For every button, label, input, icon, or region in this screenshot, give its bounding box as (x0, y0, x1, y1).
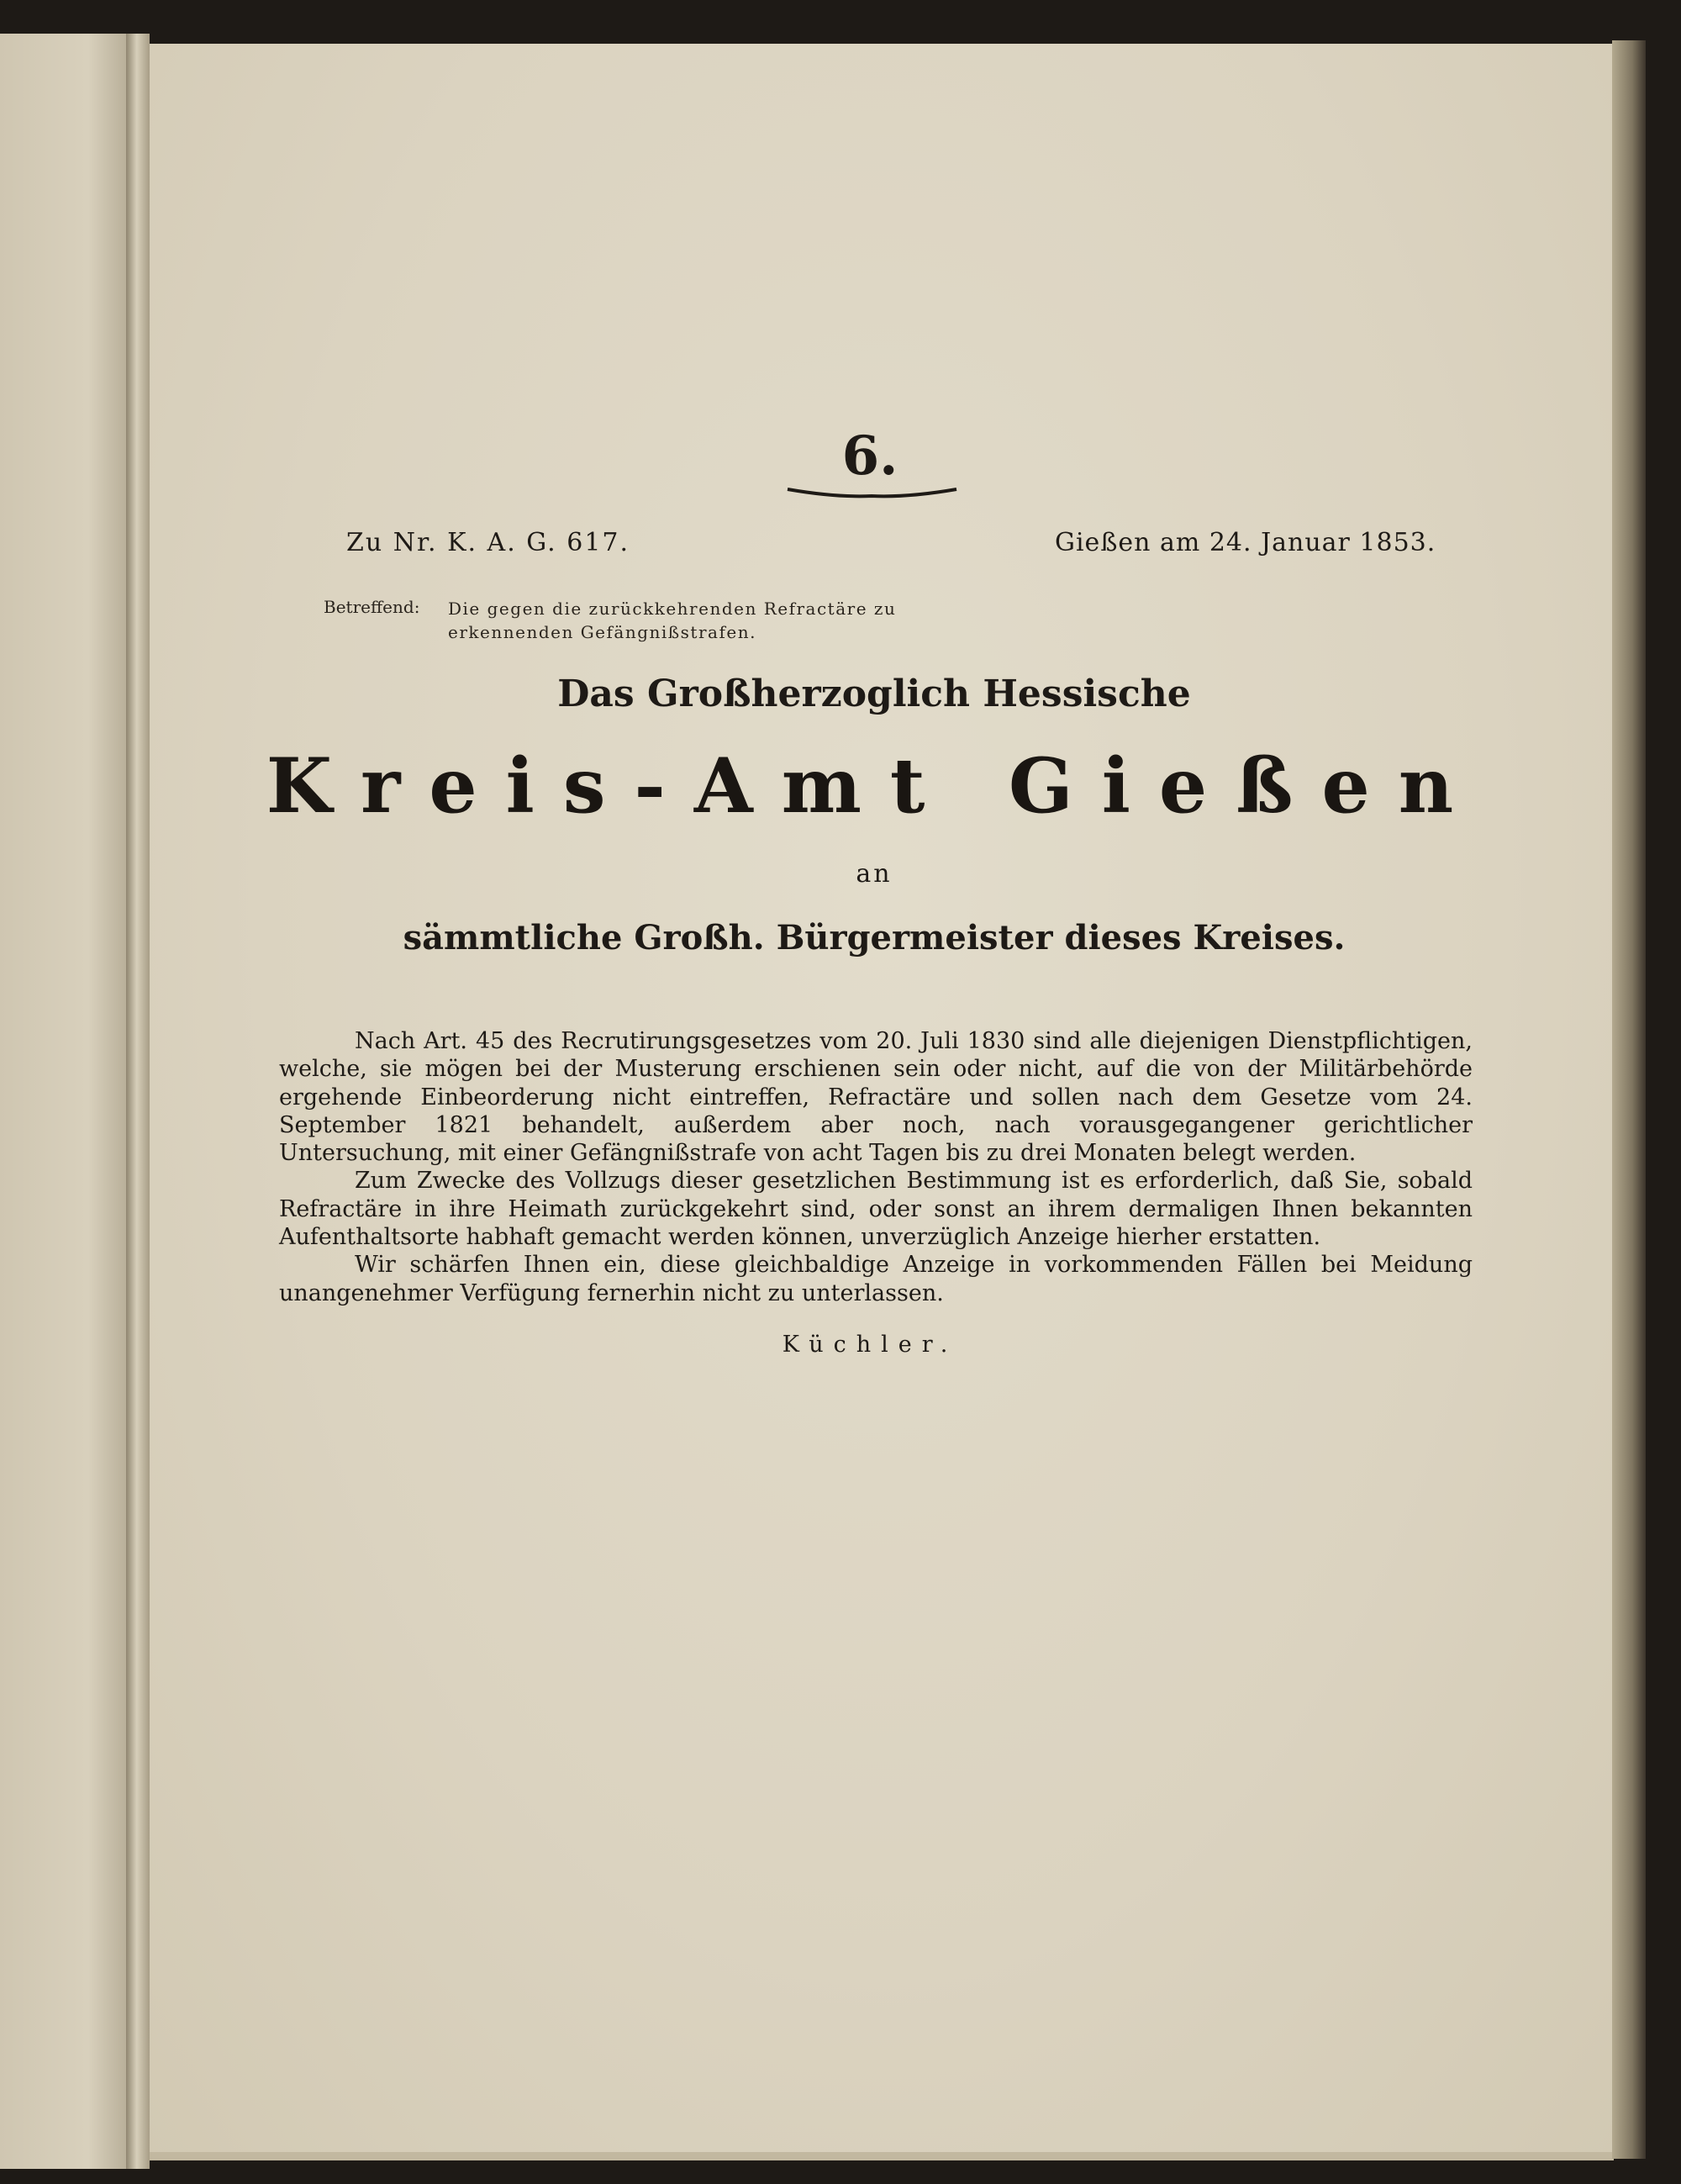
ornamental-rule (786, 486, 958, 499)
signature: Küchler. (782, 1332, 958, 1358)
addressee-heading: sämmtliche Großh. Bürgermeister dieses Kreises. (403, 918, 1346, 957)
left-page-edge (0, 34, 126, 2169)
place-date: Gießen am 24. Januar 1853. (1055, 528, 1436, 557)
paragraph: Zum Zwecke des Vollzugs dieser gesetzlichen Bestimmung ist es erforderlich, daß Sie, sobald Refractäre in ihre Heimath zurückgekehrt sind, oder sonst an ihrem dermaligen Ihnen bekannten Aufenthaltsorte habhaft gemacht werden können, unverzüglich Anzeige hierher erstatten. (279, 1168, 1473, 1251)
body-text (279, 1027, 1473, 1307)
paragraph: Nach Art. 45 des Recrutirungsgesetzes vom 20. Juli 1830 sind alle diejenigen Dienstpflichtigen, welche, sie mögen bei der Musterung erschienen sein oder nicht, auf die von der Militärbehörde ergehende Einbeorderung nicht eintreffen, Refractäre und sollen nach dem Gesetze vom 24. September 1821 behandelt, außerdem aber noch, nach vorausgegangener gerichtlicher Untersuchung, mit einer Gefängnißstrafe von acht Tagen bis zu drei Monaten belegt werden. (279, 1028, 1473, 1167)
issuer-heading: Das Großherzoglich Hessische (557, 673, 1191, 715)
subject-label: Betreffend: (324, 597, 420, 617)
document-number: 6. (841, 425, 898, 488)
office-heading: Kreis-Amt Gießen (266, 741, 1483, 831)
paragraph: Wir schärfen Ihnen ein, diese gleichbaldige Anzeige in vorkommenden Fällen bei Meidung unangenehmer Verfügung fernerhin nicht zu unterlassen. (279, 1252, 1473, 1306)
subject-text: Die gegen die zurückkehrenden Refractäre zu erkennenden Gefängnißstrafen. (448, 599, 897, 642)
addressee-connector: an (856, 859, 893, 889)
page-bottom-edge (150, 2152, 1614, 2160)
book-gutter (126, 34, 150, 2169)
book-cover-edge (1612, 40, 1646, 2159)
reference-number: Zu Nr. K. A. G. 617. (346, 528, 630, 557)
